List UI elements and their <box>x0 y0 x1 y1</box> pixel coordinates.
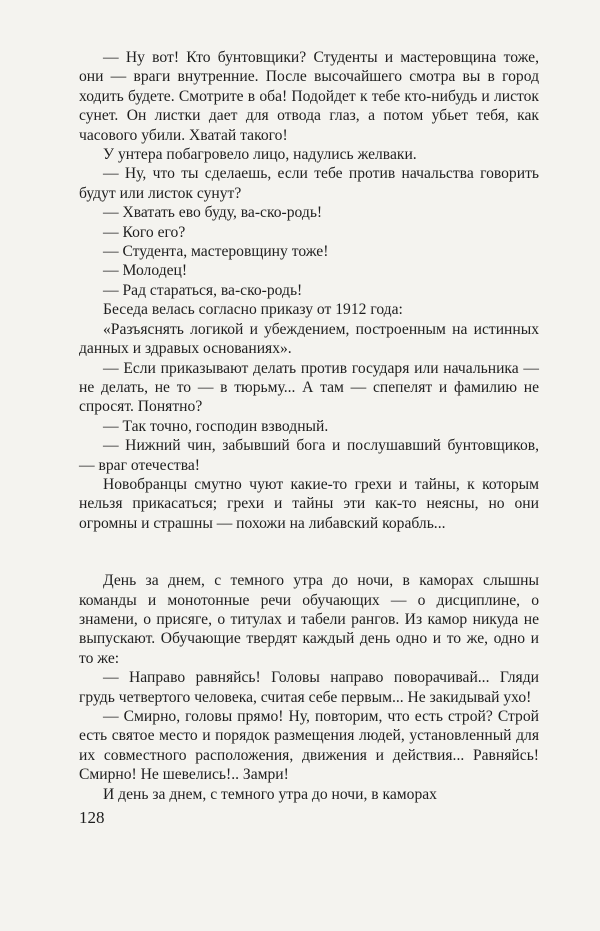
paragraph: И день за днем, с темного утра до ночи, в каморах <box>103 785 437 803</box>
page-body <box>79 48 539 804</box>
paragraph: — Хватать ево буду, ва-ско-родь! <box>103 204 323 222</box>
paragraph: Новобранцы смутно чуют какие-то грехи и тайны, к которым нельзя прикасаться; грехи и тайны эти как-то неясны, но они огромны и страшны — похожи на либавский корабль... <box>79 475 539 532</box>
section-barracks-talk <box>79 48 539 533</box>
paragraph: — Смирно, головы прямо! Ну, повторим, что есть строй? Строй есть святое место и порядок размещения людей, установленный для их совместного расположения, движения и действия... Равняйсь! Смирно! Не шевелись!.. Замри! <box>79 708 539 784</box>
paragraph: — Ну вот! Кто бунтовщики? Студенты и мастеровщина тоже, они — враги внутренние. После высочайшего смотра вы в город ходить будете. Смотрите в оба! Подойдет к тебе кто-нибудь и листок сунет. Он листки дает для отвода глаз, а потом убьет тебя, как часового убили. Хватай такого! <box>79 49 539 144</box>
page-number: 128 <box>79 808 105 827</box>
paragraph: У унтера побагровело лицо, надулись желваки. <box>103 146 417 164</box>
section-break <box>79 533 539 571</box>
paragraph: — Рад стараться, ва-ско-родь! <box>103 281 303 299</box>
paragraph: — Так точно, господин взводный. <box>103 417 329 435</box>
paragraph: День за днем, с темного утра до ночи, в каморах слышны команды и монотонные речи обучающих — о дисциплине, о знамени, о присяге, о титулах и табели рангов. Из камор никуда не выпускают. Обучающие твердят каждый день одно и то же, одно и то же: <box>79 572 539 667</box>
paragraph: — Направо равняйсь! Головы направо поворачивай... Гляди грудь четвертого человека, считая себе первым... Не закидывай ухо! <box>79 669 539 706</box>
paragraph: — Молодец! <box>103 262 188 280</box>
paragraph: — Ну, что ты сделаешь, если тебе против начальства говорить будут или листок сунут? <box>79 165 539 202</box>
paragraph: — Кого его? <box>103 223 186 241</box>
section-drill <box>79 571 539 804</box>
paragraph: «Разъяснять логикой и убеждением, построенным на истинных данных и здравых основаниях». <box>79 320 539 358</box>
paragraph: — Если приказывают делать против государя или начальника — не делать, не то — в тюрьму... А там — спепелят и фамилию не спросят. Понятно? <box>79 359 539 416</box>
paragraph: — Студента, мастеровщину тоже! <box>103 243 329 261</box>
paragraph: — Нижний чин, забывший бога и послушавший бунтовщиков, — враг отечества! <box>79 437 539 474</box>
paragraph: Беседа велась согласно приказу от 1912 года: <box>103 301 403 319</box>
